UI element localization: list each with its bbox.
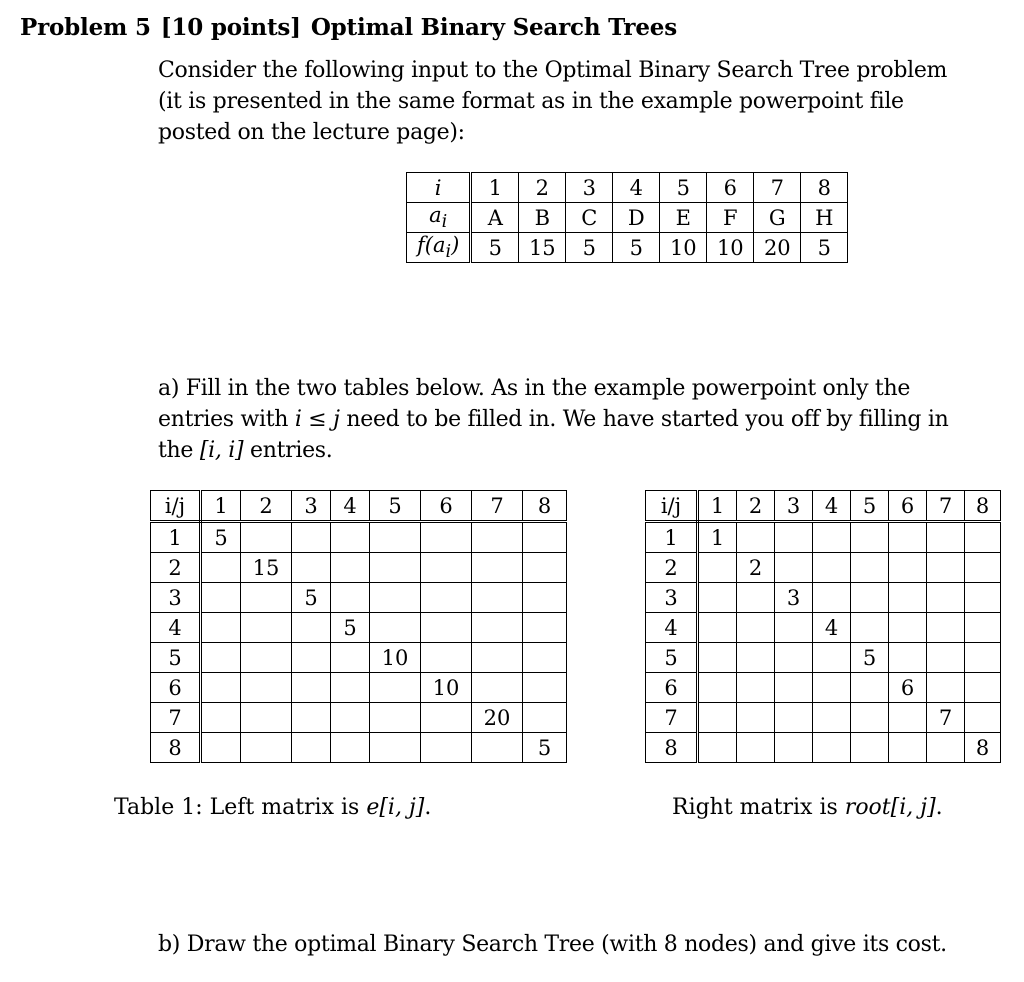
cost-matrix-cell [370, 703, 421, 733]
root-matrix-table [645, 490, 1001, 763]
frequency-cell: 5 [566, 233, 613, 263]
key-row-label [407, 203, 471, 233]
frequency-cell: 15 [519, 233, 566, 263]
cost-matrix-cell [241, 673, 292, 703]
root-matrix-cell [698, 643, 737, 673]
root-matrix-column-header: 3 [775, 491, 813, 522]
frequency-row-label [407, 233, 471, 263]
root-matrix-row [646, 643, 1001, 673]
cost-matrix-cell [241, 703, 292, 733]
cost-matrix-cell [472, 673, 523, 703]
root-matrix-cell [927, 553, 965, 583]
root-matrix-row [646, 553, 1001, 583]
cost-matrix-table [150, 490, 567, 763]
cost-matrix-cell [241, 733, 292, 763]
index-row [407, 173, 848, 203]
root-matrix-cell [927, 583, 965, 613]
root-matrix-cell [851, 613, 889, 643]
cost-matrix-row [151, 673, 567, 703]
key-row [407, 203, 848, 233]
index-cell: 4 [613, 173, 660, 203]
root-matrix-cell [965, 613, 1001, 643]
cost-matrix-row-header: 5 [151, 643, 201, 673]
root-matrix-cell [775, 553, 813, 583]
root-matrix-cell [889, 703, 927, 733]
cost-matrix-column-header: 5 [370, 491, 421, 522]
root-matrix-column-header: 6 [889, 491, 927, 522]
root-matrix-corner-label: i/j [646, 491, 698, 522]
root-matrix-cell [698, 583, 737, 613]
key-cell: E [660, 203, 707, 233]
root-matrix-cell [813, 703, 851, 733]
root-matrix-cell [889, 613, 927, 643]
part-a-condition: i ≤ j [294, 407, 340, 432]
cost-matrix-cell [331, 673, 370, 703]
cost-matrix-cell [201, 583, 241, 613]
cost-matrix-cell [472, 522, 523, 553]
root-matrix-diagonal-cell: 2 [737, 553, 775, 583]
frequency-cell: 10 [660, 233, 707, 263]
key-cell: F [707, 203, 754, 233]
root-matrix-cell [965, 643, 1001, 673]
cost-matrix-row-header: 7 [151, 703, 201, 733]
root-matrix-cell [698, 673, 737, 703]
root-matrix-row [646, 733, 1001, 763]
root-matrix-cell [889, 583, 927, 613]
root-matrix-cell [927, 522, 965, 553]
cost-matrix-cell [241, 522, 292, 553]
key-cell: C [566, 203, 613, 233]
problem-title: Optimal Binary Search Trees [310, 14, 677, 41]
root-matrix-cell [813, 583, 851, 613]
root-matrix-diagonal-cell: 4 [813, 613, 851, 643]
part-a-bracket: [i, i] [199, 438, 244, 463]
cost-matrix-cell [472, 733, 523, 763]
key-cell: G [754, 203, 801, 233]
cost-matrix-row [151, 643, 567, 673]
cost-matrix-row [151, 613, 567, 643]
cost-matrix-cell [370, 553, 421, 583]
root-matrix-cell [737, 522, 775, 553]
root-matrix-diagonal-cell: 7 [927, 703, 965, 733]
key-cell: H [801, 203, 848, 233]
cost-matrix-cell [523, 522, 567, 553]
root-matrix-cell [813, 733, 851, 763]
root-matrix-cell [737, 733, 775, 763]
root-matrix-cell [965, 553, 1001, 583]
cost-matrix-column-header: 2 [241, 491, 292, 522]
frequency-row [407, 233, 848, 263]
cost-matrix-column-header: 4 [331, 491, 370, 522]
root-matrix-cell [965, 522, 1001, 553]
root-matrix-cell [698, 553, 737, 583]
cost-matrix-cell [331, 522, 370, 553]
root-matrix-column-header: 2 [737, 491, 775, 522]
root-matrix-cell [851, 522, 889, 553]
frequency-row-label-sub: i [445, 242, 452, 263]
cost-matrix-row [151, 522, 567, 553]
root-matrix-cell [851, 703, 889, 733]
root-matrix-cell [851, 673, 889, 703]
cost-matrix-column-header: 1 [201, 491, 241, 522]
cost-matrix-diagonal-cell: 10 [370, 643, 421, 673]
index-cell: 2 [519, 173, 566, 203]
root-matrix-diagonal-cell: 8 [965, 733, 1001, 763]
root-matrix-header-row [646, 491, 1001, 522]
root-matrix-cell [775, 613, 813, 643]
right-caption-expression: root[i, j] [844, 795, 936, 820]
cost-matrix-cell [292, 703, 331, 733]
root-matrix-row-header: 8 [646, 733, 698, 763]
index-row-label: i [407, 173, 471, 203]
root-matrix-cell [851, 733, 889, 763]
cost-matrix-header-row [151, 491, 567, 522]
cost-matrix-cell [241, 583, 292, 613]
cost-matrix-cell [472, 583, 523, 613]
cost-matrix-diagonal-cell: 5 [201, 522, 241, 553]
root-matrix-cell [775, 673, 813, 703]
cost-matrix-cell [421, 643, 472, 673]
cost-matrix-cell [421, 522, 472, 553]
cost-matrix-row [151, 733, 567, 763]
cost-matrix-cell [201, 643, 241, 673]
cost-matrix-cell [292, 643, 331, 673]
root-matrix-diagonal-cell: 3 [775, 583, 813, 613]
left-caption-prefix: Table 1: Left matrix is [114, 795, 360, 820]
root-matrix-row [646, 613, 1001, 643]
root-matrix-column-header: 1 [698, 491, 737, 522]
cost-matrix-row-header: 3 [151, 583, 201, 613]
cost-matrix-cell [201, 673, 241, 703]
index-cell: 1 [471, 173, 519, 203]
cost-matrix-cell [331, 643, 370, 673]
key-row-label-base: a [429, 203, 442, 227]
cost-matrix-diagonal-cell: 5 [292, 583, 331, 613]
cost-matrix-row-header: 2 [151, 553, 201, 583]
cost-matrix-cell [241, 613, 292, 643]
cost-matrix-cell [241, 643, 292, 673]
cost-matrix-cell [472, 643, 523, 673]
problem-heading [20, 14, 687, 41]
index-cell: 7 [754, 173, 801, 203]
cost-matrix-cell [523, 643, 567, 673]
root-matrix-cell [737, 703, 775, 733]
cost-matrix-cell [292, 553, 331, 583]
left-matrix-caption: Table 1: Left matrix is e[i, j]. [114, 795, 432, 820]
cost-matrix-cell [421, 613, 472, 643]
problem-points: [10 points] [160, 14, 301, 41]
cost-matrix-column-header: 6 [421, 491, 472, 522]
cost-matrix-cell [201, 613, 241, 643]
root-matrix-row [646, 522, 1001, 553]
cost-matrix-cell [523, 673, 567, 703]
root-matrix-cell [775, 733, 813, 763]
key-cell: A [471, 203, 519, 233]
cost-matrix-cell [472, 553, 523, 583]
root-matrix-cell [927, 733, 965, 763]
root-matrix-row-header: 5 [646, 643, 698, 673]
root-matrix-cell [737, 673, 775, 703]
input-table [406, 172, 848, 263]
cost-matrix-column-header: 3 [292, 491, 331, 522]
frequency-row-label-base: $f(a_i)$ [417, 233, 460, 263]
root-matrix-row-header: 7 [646, 703, 698, 733]
frequency-cell: 5 [613, 233, 660, 263]
root-matrix-cell [965, 703, 1001, 733]
right-matrix-caption: Right matrix is root[i, j]. [672, 795, 943, 820]
root-matrix-cell [889, 733, 927, 763]
root-matrix-column-header: 5 [851, 491, 889, 522]
cost-matrix-cell [331, 703, 370, 733]
root-matrix-row-header: 3 [646, 583, 698, 613]
cost-matrix-cell [370, 673, 421, 703]
cost-matrix-row [151, 553, 567, 583]
root-matrix-cell [698, 733, 737, 763]
cost-matrix-cell [523, 613, 567, 643]
cost-matrix-corner-label: i/j [151, 491, 201, 522]
root-matrix-column-header: 4 [813, 491, 851, 522]
cost-matrix-cell [331, 733, 370, 763]
root-matrix-cell [965, 673, 1001, 703]
cost-matrix-cell [292, 673, 331, 703]
key-cell: D [613, 203, 660, 233]
key-cell: B [519, 203, 566, 233]
root-matrix-row-header: 2 [646, 553, 698, 583]
cost-matrix-cell [523, 703, 567, 733]
cost-matrix-cell [201, 733, 241, 763]
cost-matrix-cell [421, 553, 472, 583]
cost-matrix-cell [292, 522, 331, 553]
root-matrix-cell [851, 553, 889, 583]
cost-matrix-cell [331, 583, 370, 613]
cost-matrix-column-header: 8 [523, 491, 567, 522]
frequency-cell: 5 [471, 233, 519, 263]
root-matrix-diagonal-cell: 1 [698, 522, 737, 553]
cost-matrix-row-header: 4 [151, 613, 201, 643]
part-a-lead: a) Fill in the two tables below. As in the example powerpoint only the entries with [158, 376, 911, 432]
part-a-tail: entries. [249, 438, 333, 463]
cost-matrix-cell [421, 703, 472, 733]
root-matrix-cell [927, 673, 965, 703]
cost-matrix-row-header: 6 [151, 673, 201, 703]
root-matrix-cell [737, 583, 775, 613]
cost-matrix-cell [370, 733, 421, 763]
frequency-cell: 10 [707, 233, 754, 263]
root-matrix-row [646, 673, 1001, 703]
root-matrix-cell [775, 522, 813, 553]
root-matrix-cell [927, 643, 965, 673]
root-matrix-cell [813, 522, 851, 553]
cost-matrix-cell [421, 583, 472, 613]
intro-paragraph: Consider the following input to the Optimal Binary Search Tree problem (it is presented in the same format as in the example powerpoint file posted on the lecture page): [158, 58, 948, 145]
root-matrix-row [646, 583, 1001, 613]
root-matrix-cell [889, 522, 927, 553]
cost-matrix-cell [201, 703, 241, 733]
index-cell: 3 [566, 173, 613, 203]
cost-matrix-diagonal-cell: 5 [331, 613, 370, 643]
root-matrix-column-header: 8 [965, 491, 1001, 522]
index-cell: 5 [660, 173, 707, 203]
root-matrix-diagonal-cell: 6 [889, 673, 927, 703]
root-matrix-cell [698, 613, 737, 643]
problem-number: Problem 5 [20, 14, 151, 41]
root-matrix-cell [965, 583, 1001, 613]
root-matrix-row-header: 4 [646, 613, 698, 643]
cost-matrix-cell [523, 553, 567, 583]
cost-matrix-cell [370, 583, 421, 613]
cost-matrix-cell [292, 613, 331, 643]
frequency-cell: 20 [754, 233, 801, 263]
root-matrix-cell [927, 613, 965, 643]
right-caption-prefix: Right matrix is [672, 795, 838, 820]
root-matrix-cell [775, 643, 813, 673]
root-matrix-column-header: 7 [927, 491, 965, 522]
root-matrix-cell [698, 703, 737, 733]
cost-matrix-diagonal-cell: 5 [523, 733, 567, 763]
part-a-middle: need to be filled in. We have started you off by filling in the [158, 407, 949, 463]
cost-matrix-cell [523, 583, 567, 613]
root-matrix-row-header: 6 [646, 673, 698, 703]
cost-matrix-cell [421, 733, 472, 763]
cost-matrix-cell [331, 553, 370, 583]
cost-matrix-diagonal-cell: 20 [472, 703, 523, 733]
root-matrix-cell [737, 643, 775, 673]
cost-matrix-row [151, 583, 567, 613]
root-matrix-cell [813, 673, 851, 703]
cost-matrix-row [151, 703, 567, 733]
cost-matrix-cell [472, 613, 523, 643]
cost-matrix-cell [370, 522, 421, 553]
root-matrix-cell [737, 613, 775, 643]
part-b-instructions: b) Draw the optimal Binary Search Tree (with 8 nodes) and give its cost. [158, 932, 947, 957]
root-matrix-cell [851, 583, 889, 613]
cost-matrix-cell [201, 553, 241, 583]
cost-matrix-cell [292, 733, 331, 763]
frequency-cell: 5 [801, 233, 848, 263]
cost-matrix-row-header: 1 [151, 522, 201, 553]
key-row-label-sub: i [441, 212, 448, 233]
left-caption-expression: e[i, j] [366, 795, 425, 820]
cost-matrix-row-header: 8 [151, 733, 201, 763]
part-a-instructions [158, 373, 963, 466]
root-matrix-row [646, 703, 1001, 733]
root-matrix-cell [889, 643, 927, 673]
cost-matrix-diagonal-cell: 15 [241, 553, 292, 583]
index-cell: 8 [801, 173, 848, 203]
index-cell: 6 [707, 173, 754, 203]
root-matrix-diagonal-cell: 5 [851, 643, 889, 673]
root-matrix-cell [889, 553, 927, 583]
cost-matrix-diagonal-cell: 10 [421, 673, 472, 703]
root-matrix-cell [813, 643, 851, 673]
cost-matrix-cell [370, 613, 421, 643]
root-matrix-row-header: 1 [646, 522, 698, 553]
cost-matrix-column-header: 7 [472, 491, 523, 522]
root-matrix-cell [813, 553, 851, 583]
root-matrix-cell [775, 703, 813, 733]
